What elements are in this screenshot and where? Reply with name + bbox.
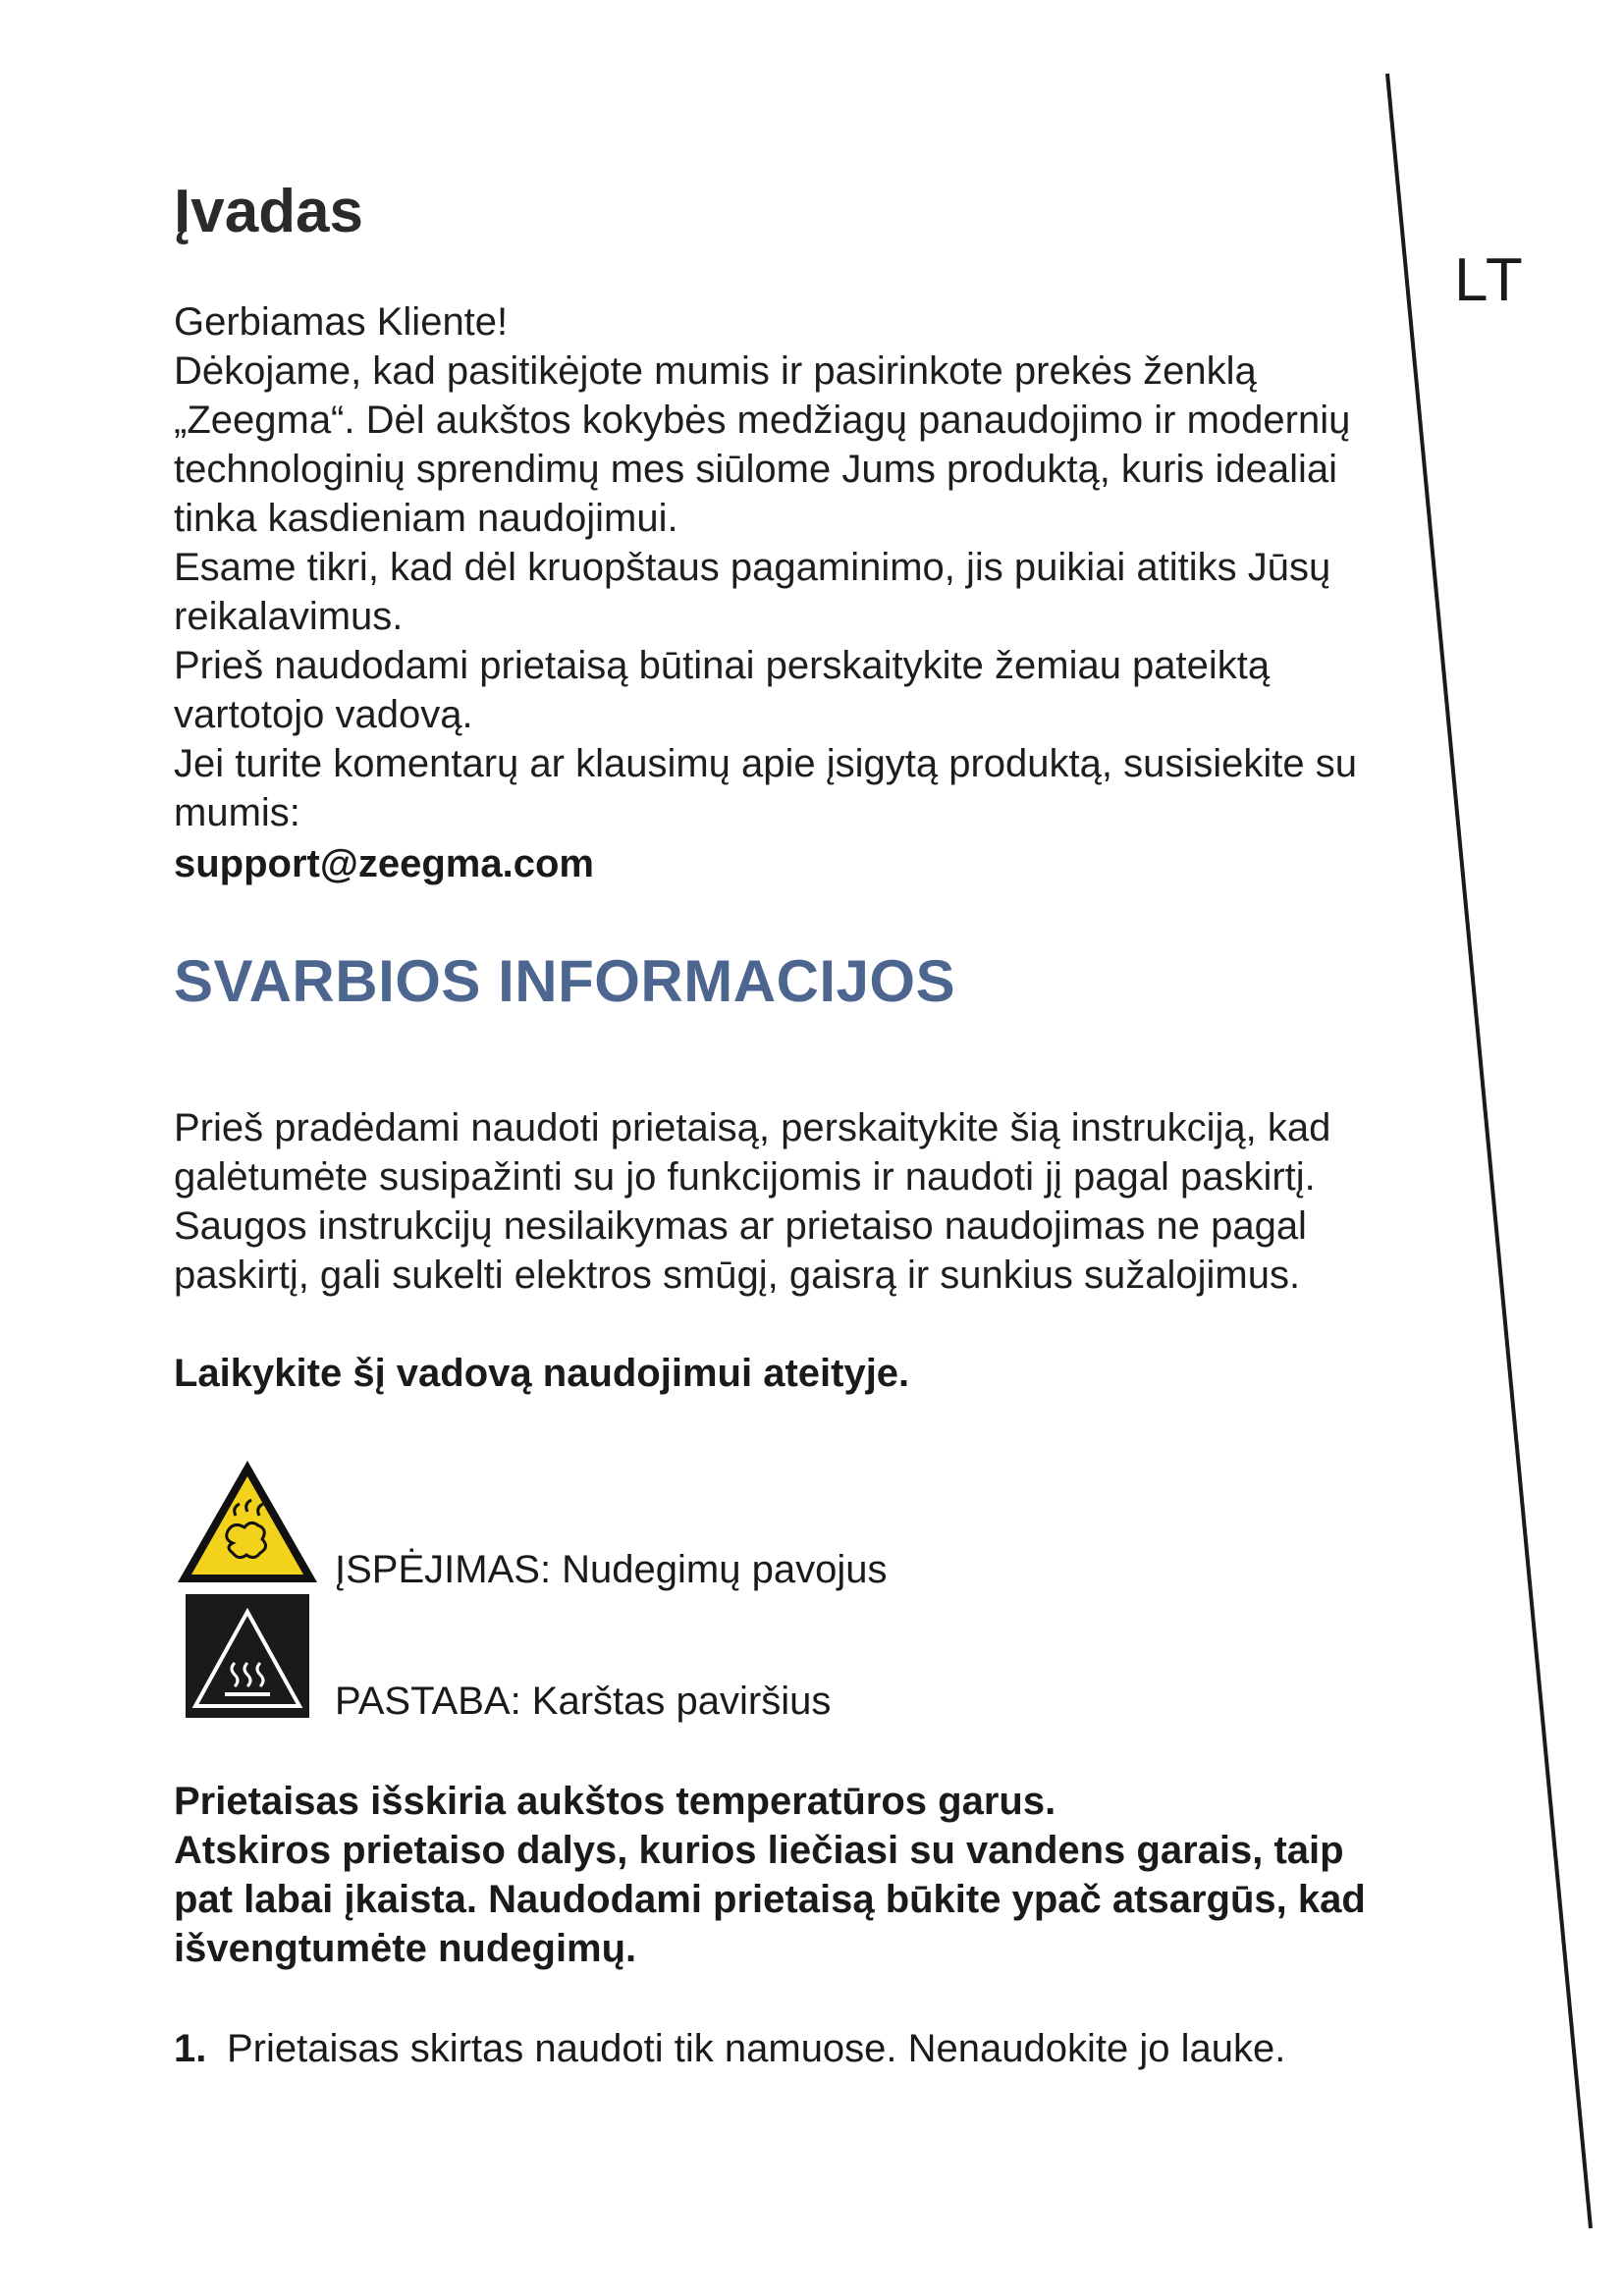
language-label: LT — [1454, 246, 1525, 314]
safety-paragraph: Prieš pradėdami naudoti prietaisą, perskaitykite šią instrukciją, kad galėtumėte susipažinti su jo funkcijomis ir naudoti jį pagal paskirtį. Saugos instrukcijų nesilaikymas ar prietaiso naudojimas ne pagal paskirtį, gali sukelti elektros smūgį, gaisrą ir sunkius sužalojimus. — [174, 1106, 1331, 1297]
divider-stroke — [1387, 74, 1591, 2228]
important-info-body — [174, 1103, 1401, 1398]
intro-text — [174, 297, 1401, 888]
notice-row — [174, 1592, 832, 1723]
hot-surface-icon — [174, 1592, 321, 1720]
list-item — [174, 2024, 1401, 2073]
list-text: Prietaisas skirtas naudoti tik namuose. Nenaudokite jo lauke. — [227, 2027, 1286, 2070]
support-email: support@zeegma.com — [174, 842, 594, 885]
intro-paragraph: Esame tikri, kad dėl kruopštaus pagaminimo, jis puikiai atitiks Jūsų reikalavimus. — [174, 546, 1331, 638]
intro-paragraph: Prieš naudodami prietaisą būtinai perskaitykite žemiau pateiktą vartotojo vadovą. — [174, 644, 1271, 736]
keep-manual-note: Laikykite šį vadovą naudojimui ateityje. — [174, 1352, 910, 1395]
content-column — [174, 177, 1401, 2073]
important-info-heading: SVARBIOS INFORMACIJOS — [174, 948, 956, 1014]
greeting: Gerbiamas Kliente! — [174, 300, 509, 344]
intro-paragraph: Dėkojame, kad pasitikėjote mumis ir pasirinkote prekės ženklą „Zeegma“. Dėl aukštos kokybės medžiagų panaudojimo ir modernių technologinių sprendimų mes siūlome Jums produktą, kuris idealiai tinka kasdieniam naudojimui. — [174, 349, 1351, 540]
intro-heading: Įvadas — [174, 178, 364, 245]
steam-notice-line: Prietaisas išskiria aukštos temperatūros garus. — [174, 1780, 1056, 1823]
warning-symbols — [174, 1457, 1401, 1741]
notice-text: PASTABA: Karštas paviršius — [335, 1680, 832, 1723]
steam-burn-warning-icon — [174, 1457, 321, 1588]
warning-row — [174, 1457, 888, 1591]
steam-notice — [174, 1777, 1401, 1973]
steam-notice-line: Atskiros prietaiso dalys, kurios liečiasi su vandens garais, taip pat labai įkaista. Naudodami prietaisą būkite ypač atsargūs, kad išvengtumėte nudegimų. — [174, 1829, 1366, 1970]
list-number: 1. — [174, 2027, 207, 2070]
warning-text: ĮSPĖJIMAS: Nudegimų pavojus — [335, 1548, 888, 1591]
intro-paragraph: Jei turite komentarų ar klausimų apie įsigytą produktą, susisiekite su mumis: — [174, 742, 1357, 834]
